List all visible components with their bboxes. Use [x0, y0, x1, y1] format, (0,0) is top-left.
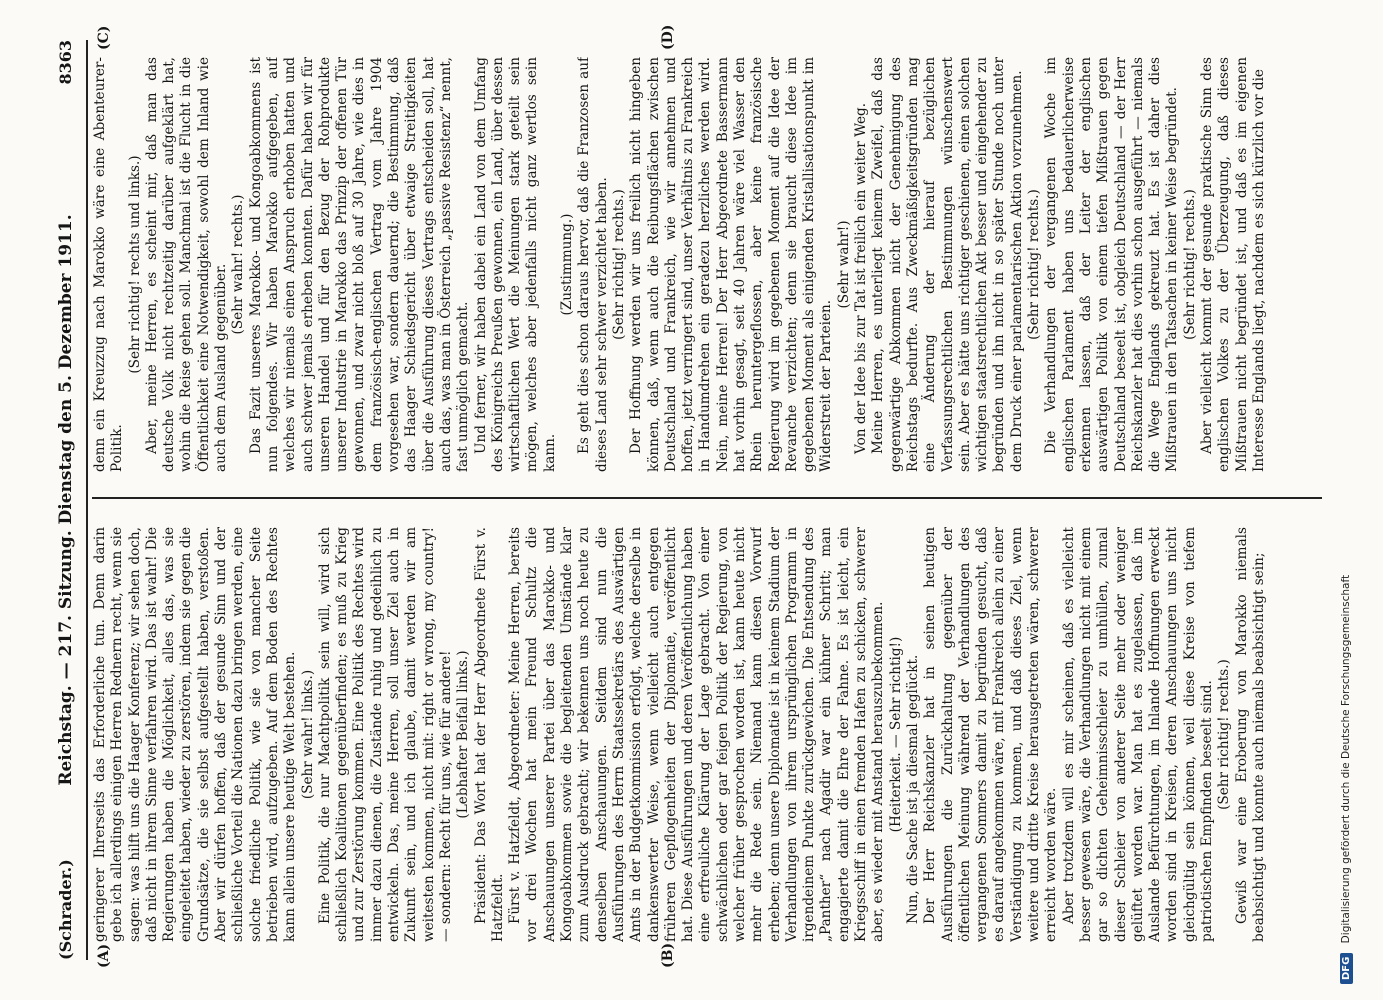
- interjection: (Lebhafter Beifall links.): [455, 650, 472, 819]
- paragraph: Aber vielleicht kommt der gesunde praktische Sinn des englischen Volkes zu der Überzeugung, daß dieses Mißtrauen nicht begründet ist, und daß es im eigenen Interesse Englands liegt, nachdem es sich kürzlich vor die: [1199, 57, 1267, 472]
- page-header: [52, 40, 82, 960]
- dfg-logo: DFG: [1340, 953, 1353, 984]
- paragraph: Aber, meine Herren, es scheint mir, daß man das deutsche Volk nicht rechtzeitig darüber aufgeklärt hat, wohin die Reise gehen soll. Manchmal ist die Flucht in die Öffentlichkeit eine Notwendigkeit, sowohl dem Inland wie auch dem Ausland gegenüber.: [143, 57, 230, 472]
- header-rule: [86, 40, 88, 960]
- interjection: (Sehr richtig! rechts.): [1216, 659, 1233, 810]
- paragraph: Der Hoffnung werden wir uns freilich nicht hingeben können, daß, wenn auch die Reibungsflächen zwischen Deutschland und Frankreich, wie wir annehmen und hoffen, jetzt verringert sind, unser Verhältnis zu Frankreich in Handumdrehen ein geradezu herzliches werden wird. Nein, meine Herren! Der Herr Abgeordnete Bassermann hat vorhin gesagt, seit 40 Jahren wäre viel Wasser den Rhein heruntergeflossen, aber keine französische Regierung wird im gegebenen Moment auf die Idee der Revanche verzichten; denn sie braucht diese Idee im gegebenen Moment als einigenden Kristallisationspunkt im Widerstreit der Parteien.: [628, 57, 835, 472]
- interjection: (Zustimmung.): [559, 213, 576, 316]
- paragraph: Das Fazit unseres Marokko- und Kongoabkommens ist nun folgendes. Wir haben Marokko aufgegeben, auf welches wir niemals einen Anspruch erhoben hatten und auch schwer jemals erheben konnten. Dafür haben wir für unseren Handel und für den Bezug der Rohprodukte unserer Industrie in Marokko das Prinzip der offenen Tür gewonnen, und zwar nicht bloß auf 30 Jahre, wie dies in dem französisch-englischen Vertrag vom Jahre 1904 vorgesehen war, sondern dauernd; die Bestimmung, daß das Haager Schiedsgericht über etwaige Streitigkeiten über die Ausführung dieses Vertrags entscheiden soll, hat auch das, was man in Österreich „passive Resistenz“ nennt, fast unmöglich gemacht.: [247, 57, 472, 472]
- paragraph: Eine Politik, die nur Machtpolitik sein will, wird sich schließlich Koalitionen gegenüberfinden; es muß zu Krieg und zur Zerstörung kommen. Eine Politik des Rechtes wird immer dazu dienen, die Zustände ruhig und gedeihlich zu entwickeln. Das, meine Herren, soll unser Ziel auch in Zukunft sein, und ich glaube, damit werden wir am weitesten kommen, nicht mit: right or wrong, my country! — sondern: Recht für uns, wie für andere!: [316, 527, 454, 942]
- marker-a: (A): [96, 943, 112, 968]
- paragraph: Die Verhandlungen der vergangenen Woche im englischen Parlament haben uns bedauerlicherweise erkennen lassen, daß der Leiter der englischen auswärtigen Politik von einem tiefen Mißtrauen gegen Deutschland beseelt ist, obgleich Deutschland — der Herr Reichskanzler hat dies vorhin schon ausgeführt — niemals die Wege Englands gekreuzt hat. Es ist daher dies Mißtrauen in den Tatsachen in keiner Weise begründet.: [1043, 57, 1181, 472]
- interjection: (Sehr wahr! rechts.): [230, 194, 247, 335]
- paragraph: Nun, die Sache ist ja diesmal geglückt.: [904, 654, 921, 924]
- column-divider: [92, 497, 1322, 499]
- credit-text: Digitalisierung gefördert durch die Deutsche Forschungsgemeinschaft: [1340, 574, 1352, 944]
- marker-b: (B): [660, 942, 676, 968]
- paragraph: Es geht dies schon daraus hervor, daß die Franzosen auf dieses Land sehr schwer verzichtet haben.: [576, 57, 610, 472]
- interjection: (Sehr wahr! links.): [299, 669, 316, 800]
- paragraph: Aber trotzdem will es mir scheinen, daß es vielleicht besser gewesen wäre, die Verhandlungen nicht mit einem gar so dichten Geheimnisschleier zu umhüllen, zumal dieser Schleier von anderer Seite mehr oder weniger gelüftet worden war. Man hat es zugelassen, daß im Auslande Befürchtungen, im Inlande Hoffnungen erweckt worden sind in Kreisen, deren Anschauungen uns nicht gleichgültig sein können, weil diese Kreise von tiefem patriotischen Empfinden beseelt sind.: [1060, 527, 1215, 942]
- interjection: (Sehr richtig! rechts und links.): [126, 155, 143, 374]
- paragraph: Von der Idee bis zur Tat ist freilich ein weiter Weg.: [853, 102, 870, 454]
- paragraph: Fürst v. Hatzfeldt, Abgeordneter: Meine Herren, bereits vor drei Wochen hat mein Freund Schultz die Anschauungen unserer Partei über das Marokko- und Kongoabkommen sowie die begleitenden Umstände klar zum Ausdruck gebracht; wir bekennen uns noch heute zu denselben Anschauungen. Seitdem sind nun die Ausführungen des Herrn Staatssekretärs des Auswärtigen Amts in der Budgetkommission erfolgt, welche derselbe in dankenswerter Weise, wenn vielleicht auch entgegen früheren Gepflogenheiten der Diplomatie, veröffentlicht hat. Diese Ausführungen und deren Veröffentlichung haben eine erfreuliche Klärung der Lage gebracht. Von einer schwächlichen oder gar feigen Politik der Regierung, von welcher früher gesprochen worden ist, kann heute nicht mehr die Rede sein. Niemand kann diesen Vorwurf erheben; denn unsere Diplomatie ist in keinem Stadium der Verhandlungen von ihrem ursprünglichen Programm in irgendeinem Punkte zurückgewichen. Die Entsendung des „Panther“ nach Agadir war ein kühner Schritt; man engagierte damit die Ehre der Fahne. Es ist leicht, ein Kriegsschiff in einen fremden Hafen zu schicken, schwerer aber, es wieder mit Anstand herauszubekommen.: [507, 527, 887, 942]
- interjection: (Sehr richtig! rechts.): [610, 189, 627, 340]
- paragraph: Der Herr Reichskanzler hat in seinen heutigen Ausführungen die Zurückhaltung gegenüber der öffentlichen Meinung während der Verhandlungen des vergangenen Sommers damit zu begründen gesucht, daß es darauf angekommen wäre, mit Frankreich allein zu einer Verständigung zu kommen, und daß dieses Ziel, wenn weitere und dritte Kreise herausgetreten wären, schwerer erreicht worden wäre.: [922, 527, 1060, 942]
- interjection: (Sehr richtig! rechts.): [1026, 189, 1043, 340]
- interjection: (Sehr richtig! rechts.): [1181, 189, 1198, 340]
- marker-d: (D): [660, 24, 676, 50]
- interjection: (Sehr wahr!): [835, 220, 852, 309]
- paragraph: Meine Herren, es unterliegt keinem Zweifel, daß das gegenwärtige Abkommen nicht der Genehmigung des Reichstags bedurfte. Aus Zweckmäßigkeitsgründen mag eine Änderung der hierauf bezüglichen Verfassungsrechtlichen Bestimmungen wünschenswert sein. Aber es hätte uns richtiger geschienen, einen solchen wichtigen staatsrechtlichen Akt besser und eingehender zu begründen und ihn nicht in so später Stunde noch unter dem Druck einer parlamentarischen Aktion vorzunehmen.: [870, 57, 1025, 472]
- right-column: [92, 57, 1322, 472]
- running-title: Reichstag. — 217. Sitzung. Dienstag den 5. Dezember 1911.: [56, 214, 76, 786]
- paragraph: Und ferner, wir haben dabei ein Land von dem Umfang des Königreichs Preußen gewonnen, ein Land, über dessen wirtschaftlichen Wert die Meinungen stark geteilt sein mögen, welches aber jedenfalls nicht ganz wertlos sein kann.: [472, 57, 558, 472]
- paragraph: Gewiß war eine Eroberung von Marokko niemals beabsichtigt und konnte auch niemals beabsichtigt sein;: [1233, 527, 1267, 942]
- left-column: [92, 527, 1322, 942]
- paragraph: geringerer Ihrerseits das Erforderliche tun. Denn darin gebe ich allerdings einigen Herren Rednern recht, wenn sie sagen: was hilft uns die Haager Konferenz; wir sehen doch, daß nicht in ihrem Sinne verfahren wird. Das ist wahr! Die Regierungen haben die Möglichkeit, alles das, was sie eingeleitet haben, wieder zu zerstören, indem sie gegen die Grundsätze, die sie selbst aufgestellt haben, verstoßen. Aber wir dürfen hoffen, daß der gesunde Sinn und der schließliche Vorteil die Nationen dazu bringen werden, eine solche friedliche Politik, wie sie von mancher Seite betrieben wird, aufzugeben. Auf dem Boden des Rechtes kann allein unsere heutige Welt bestehen.: [92, 527, 299, 942]
- marker-c: (C): [96, 25, 112, 50]
- interjection: (Heiterkeit. — Sehr richtig!): [887, 636, 904, 833]
- digitization-credit: [1340, 24, 1353, 984]
- speaker-label: (Schrader.): [56, 859, 75, 960]
- paragraph: denn ein Kreuzzug nach Marokko wäre eine Abenteurer-Politik.: [92, 57, 126, 472]
- paragraph: Präsident: Das Wort hat der Herr Abgeordnete Fürst v. Hatzfeldt.: [472, 527, 506, 942]
- page-number: 8363: [56, 40, 75, 85]
